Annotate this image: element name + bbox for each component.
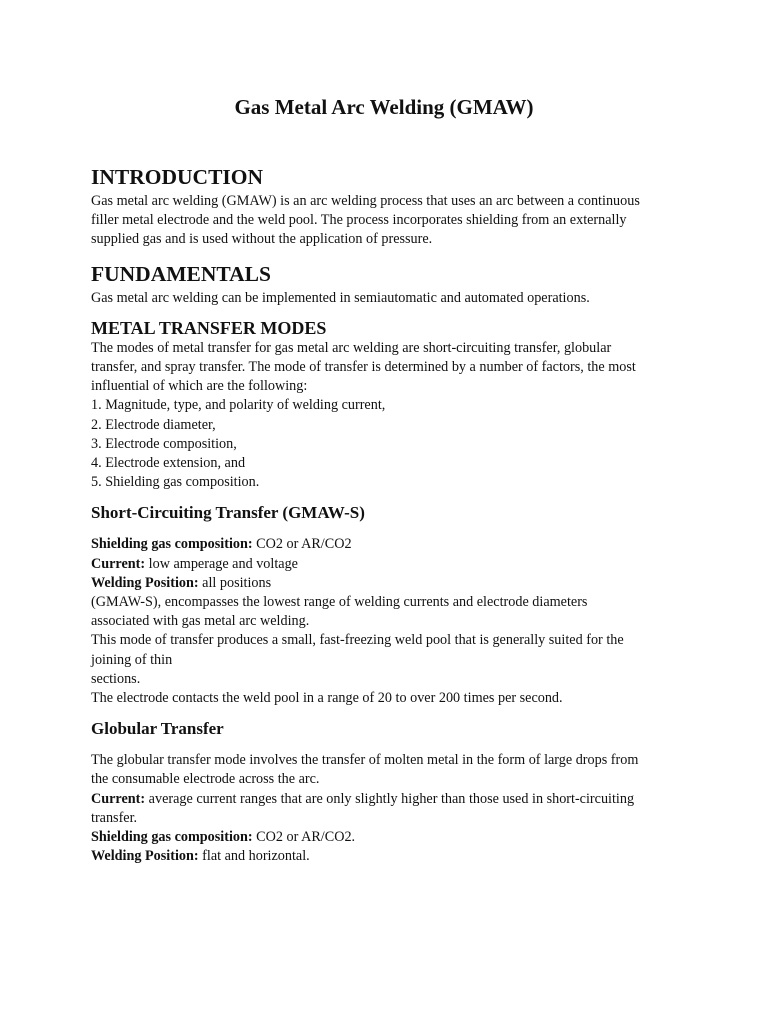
globular-current-cont: transfer. xyxy=(91,809,138,826)
globular-line: The globular transfer mode involves the transfer of molten metal in the form of large drops from xyxy=(91,752,639,769)
current-label: Current: xyxy=(91,555,146,572)
document-body xyxy=(91,164,691,866)
globular-position xyxy=(91,847,691,866)
metal-transfer-line: The modes of metal transfer for gas metal arc welding are short-circuiting transfer, globular xyxy=(91,339,612,356)
shielding-value: CO2 or AR/CO2. xyxy=(252,829,356,846)
short-circuiting-current xyxy=(91,555,691,574)
shielding-label: Shielding gas composition: xyxy=(91,536,253,553)
position-label: Welding Position: xyxy=(91,848,199,865)
current-value: low amperage and voltage xyxy=(145,555,298,572)
metal-transfer-line: transfer, and spray transfer. The mode of transfer is determined by a number of factors, the most xyxy=(91,359,636,376)
factor-list-item: 4. Electrode extension, and xyxy=(91,455,246,472)
globular-heading: Globular Transfer xyxy=(91,719,224,739)
shielding-label: Shielding gas composition: xyxy=(91,829,253,846)
shielding-value: CO2 or AR/CO2 xyxy=(252,536,352,553)
current-value: average current ranges that are only slightly higher than those used in short-circuiting xyxy=(145,790,635,807)
introduction-section xyxy=(91,164,691,250)
factor-list-item: 5. Shielding gas composition. xyxy=(91,474,260,491)
current-label: Current: xyxy=(91,790,146,807)
fundamentals-section xyxy=(91,261,691,308)
short-circuiting-heading: Short-Circuiting Transfer (GMAW-S) xyxy=(91,503,365,523)
globular-line: the consumable electrode across the arc. xyxy=(91,771,320,788)
introduction-line: filler metal electrode and the weld pool. The process incorporates shielding from an externally xyxy=(91,212,627,229)
fundamentals-heading: FUNDAMENTALS xyxy=(91,261,271,286)
metal-transfer-modes-heading: METAL TRANSFER MODES xyxy=(91,317,327,338)
position-label: Welding Position: xyxy=(91,574,199,591)
introduction-line: supplied gas and is used without the application of pressure. xyxy=(91,231,433,248)
short-circuiting-shielding xyxy=(91,535,691,554)
short-circuiting-line: joining of thin xyxy=(91,651,173,668)
introduction-line: Gas metal arc welding (GMAW) is an arc welding process that uses an arc between a continuous xyxy=(91,193,640,209)
introduction-heading: INTRODUCTION xyxy=(91,165,264,189)
position-value: all positions xyxy=(198,574,272,591)
position-value: flat and horizontal. xyxy=(198,848,310,865)
factor-list-item: 2. Electrode diameter, xyxy=(91,416,216,433)
short-circuiting-position xyxy=(91,574,691,593)
metal-transfer-modes-section xyxy=(91,317,691,493)
short-circuiting-line: associated with gas metal arc welding. xyxy=(91,613,310,630)
fundamentals-line: Gas metal arc welding can be implemented in semiautomatic and automated operations. xyxy=(91,289,590,306)
short-circuiting-line: sections. xyxy=(91,670,141,687)
factor-list-item: 1. Magnitude, type, and polarity of welding current, xyxy=(91,397,386,414)
globular-shielding xyxy=(91,828,691,847)
globular-section xyxy=(91,718,691,866)
short-circuiting-line: (GMAW-S), encompasses the lowest range of welding currents and electrode diameters xyxy=(91,594,588,611)
document-title: Gas Metal Arc Welding (GMAW) xyxy=(234,95,534,119)
metal-transfer-line: influential of which are the following: xyxy=(91,378,308,395)
short-circuiting-section xyxy=(91,502,691,708)
factor-list-item: 3. Electrode composition, xyxy=(91,435,237,452)
globular-current xyxy=(91,790,691,809)
short-circuiting-line: The electrode contacts the weld pool in a range of 20 to over 200 times per second. xyxy=(91,690,563,707)
short-circuiting-line: This mode of transfer produces a small, fast-freezing weld pool that is generally suited for the xyxy=(91,632,624,649)
